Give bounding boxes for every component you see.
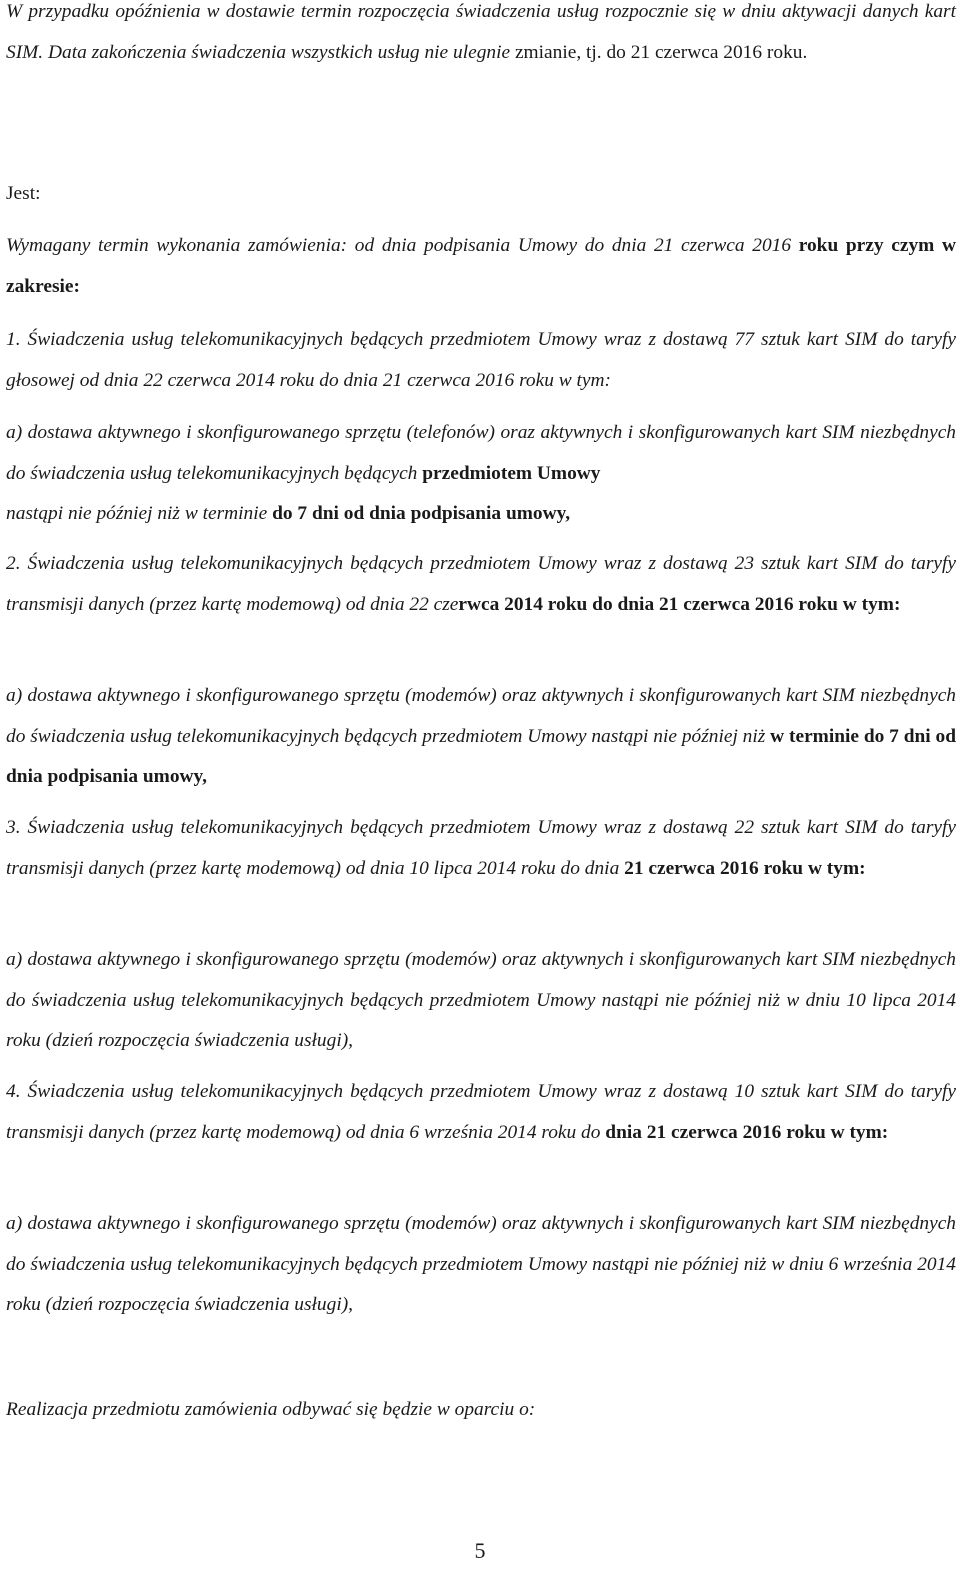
item-4-main-bold: dnia 21 czerwca 2016 roku w tym: (600, 1121, 889, 1143)
deadline-heading (6, 226, 956, 307)
item-2-sub-bold: w terminie do 7 dni od dnia podpisania umowy, (6, 725, 956, 787)
intro-plain-text: zmianie, tj. do 21 czerwca 2016 roku. (510, 41, 808, 63)
item-3-sub-text: a) dostawa aktywnego i skonfigurowanego sprzętu (modemów) oraz aktywnych i skonfigurowanych kart SIM niezbędnych do świadczenia usług telekomunikacyjnych będących przedmiotem Umowy nastąpi nie później niż w dniu 10 lipca 2014 roku (dzień rozpoczęcia świadczenia usługi), (6, 949, 956, 1051)
item-4-sub-paragraph (6, 1204, 956, 1326)
realizacja-line: Realizacja przedmiotu zamówienia odbywać się będzie w oparciu o: (6, 1399, 536, 1420)
item-1-paragraph (6, 320, 956, 401)
item-3-main-text: 3. Świadczenia usług telekomunikacyjnych będących przedmiotem Umowy wraz z dostawą 22 sztuk kart SIM do taryfy transmisji danych (przez kartę modemową) od dnia 10 lipca 2014 roku do dnia (6, 817, 956, 879)
item-1-main-text: 1. Świadczenia usług telekomunikacyjnych będących przedmiotem Umowy wraz z dostawą 77 sztuk kart SIM do taryfy głosowej od dnia 22 czerwca 2014 roku do dnia 21 czerwca 2016 roku w tym: (6, 329, 956, 391)
item-2-paragraph (6, 544, 956, 625)
page-number: 5 (474, 1538, 486, 1563)
intro-italic-text: W przypadku opóźnienia w dostawie termin rozpoczęcia świadczenia usług rozpocznie się w dniu aktywacji danych kart SIM. Data zakończenia świadczenia wszystkich usług nie ulegnie (6, 1, 956, 63)
item-2-sub-paragraph (6, 676, 956, 798)
jest-label: Jest: (6, 183, 41, 204)
item-3-main-bold: 21 czerwca 2016 roku w tym: (619, 857, 866, 879)
item-1-sub-paragraph (6, 413, 956, 535)
item-2-main-text: 2. Świadczenia usług telekomunikacyjnych będących przedmiotem Umowy wraz z dostawą 23 sztuk kart SIM do taryfy transmisji danych (przez kartę modemową) od dnia 22 cze (6, 553, 956, 615)
item-1-sub2-text: nastąpi nie później niż w terminie (6, 503, 268, 524)
item-4-main-text: 4. Świadczenia usług telekomunikacyjnych będących przedmiotem Umowy wraz z dostawą 10 sztuk kart SIM do taryfy transmisji danych (przez kartę modemową) od dnia 6 września 2014 roku do (6, 1081, 956, 1143)
item-3-sub-paragraph (6, 940, 956, 1062)
item-4-sub-text: a) dostawa aktywnego i skonfigurowanego sprzętu (modemów) oraz aktywnych i skonfigurowanych kart SIM niezbędnych do świadczenia usług telekomunikacyjnych będących przedmiotem Umowy nastąpi nie później niż w dniu 6 września 2014 roku (dzień rozpoczęcia świadczenia usługi), (6, 1213, 956, 1315)
item-4-paragraph (6, 1072, 956, 1153)
item-2-sub-text: a) dostawa aktywnego i skonfigurowanego sprzętu (modemów) oraz aktywnych i skonfigurowanych kart SIM niezbędnych do świadczenia usług telekomunikacyjnych będących przedmiotem Umowy nastąpi nie później niż (6, 685, 956, 747)
item-2-main-bold: rwca 2014 roku do dnia 21 czerwca 2016 roku w tym: (458, 593, 901, 615)
deadline-heading-bold: roku przy czym w zakresie: (6, 235, 956, 297)
item-1-sub-bold: przedmiotem Umowy (417, 462, 601, 484)
item-3-paragraph (6, 808, 956, 889)
deadline-heading-italic: Wymagany termin wykonania zamówienia: od dnia podpisania Umowy do dnia 21 czerwca 2016 (6, 235, 792, 256)
intro-paragraph (6, 0, 956, 73)
item-1-sub-text: a) dostawa aktywnego i skonfigurowanego sprzętu (telefonów) oraz aktywnych i skonfigurowanych kart SIM niezbędnych do świadczenia usług telekomunikacyjnych będących (6, 422, 956, 484)
item-1-sub2-bold: do 7 dni od dnia podpisania umowy, (267, 503, 571, 524)
